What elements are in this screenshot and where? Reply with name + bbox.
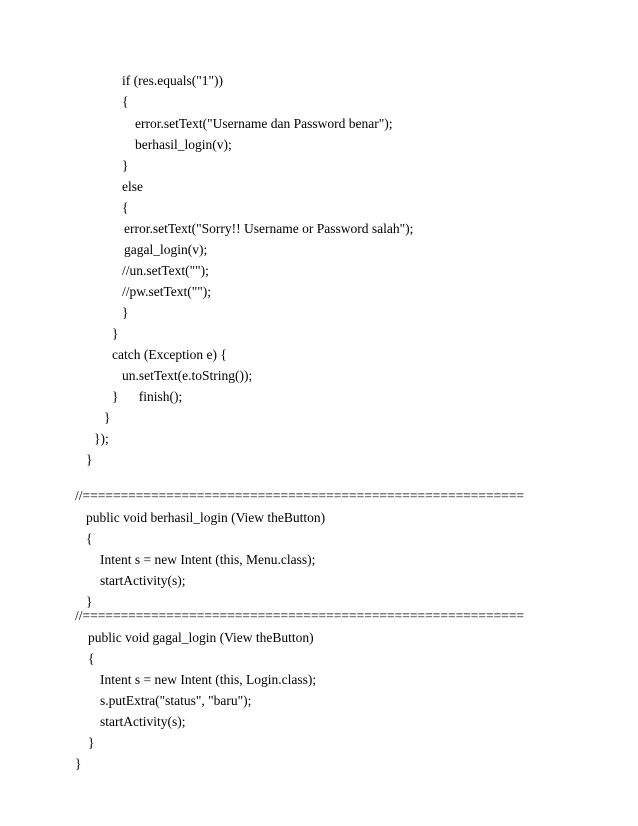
code-line: if (res.equals("1")) (122, 73, 223, 88)
code-line: Intent s = new Intent (this, Login.class); (100, 672, 317, 687)
code-line: } (86, 452, 93, 467)
code-line: } (112, 326, 119, 341)
code-line: { (88, 651, 95, 666)
code-line: public void berhasil_login (View theButton) (86, 510, 326, 525)
code-line: { (122, 94, 129, 109)
code-line: public void gagal_login (View theButton) (88, 630, 314, 645)
code-line: { (122, 200, 129, 215)
code-line: //pw.setText(""); (122, 284, 212, 299)
code-line: { (86, 531, 93, 546)
code-line: s.putExtra("status", "baru"); (100, 693, 252, 708)
code-line: berhasil_login(v); (135, 137, 232, 152)
code-line: } (75, 756, 82, 771)
code-line: startActivity(s); (100, 573, 186, 588)
code-line: } (86, 594, 93, 609)
code-line: } (122, 305, 129, 320)
code-line: }); (94, 431, 109, 446)
code-line: gagal_login(v); (124, 242, 208, 257)
code-line: error.setText("Sorry!! Username or Password salah"); (124, 221, 414, 236)
code-line: } finish(); (112, 389, 183, 404)
code-line: catch (Exception e) { (112, 347, 227, 362)
code-line: error.setText("Username dan Password benar"); (135, 116, 393, 131)
code-line: un.setText(e.toString()); (122, 368, 253, 383)
code-line: else (122, 179, 143, 194)
separator-comment: //========================================================== (75, 488, 525, 503)
code-line: } (122, 158, 129, 173)
separator-comment: //========================================================== (75, 608, 525, 623)
code-line: Intent s = new Intent (this, Menu.class); (100, 552, 316, 567)
code-line: } (88, 735, 95, 750)
code-line: } (104, 410, 111, 425)
code-line: //un.setText(""); (122, 263, 209, 278)
code-line: startActivity(s); (100, 714, 186, 729)
